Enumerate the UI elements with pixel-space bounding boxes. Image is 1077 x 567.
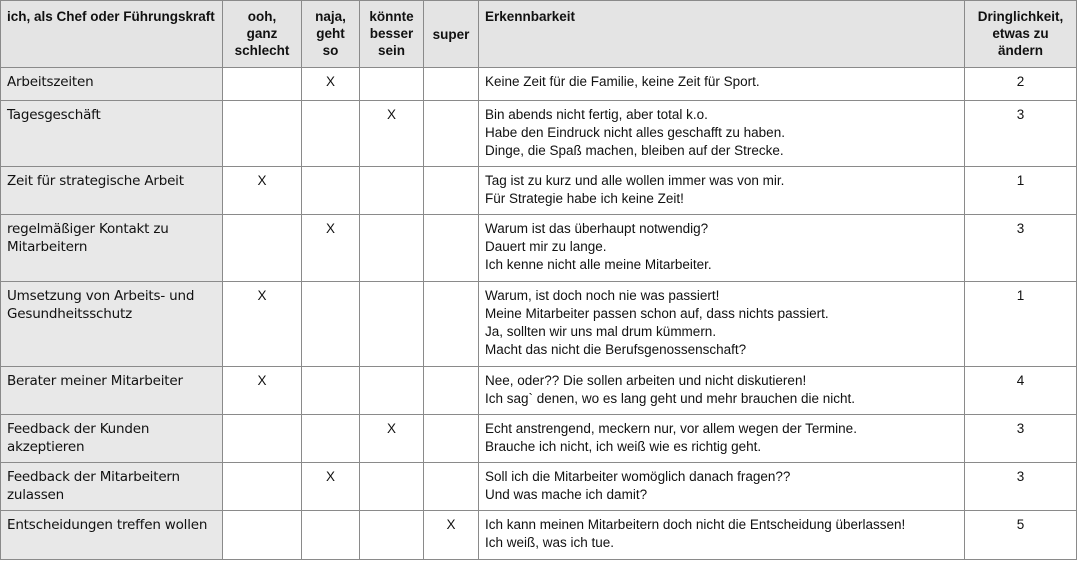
insight-cell [479, 415, 965, 463]
insight-cell [479, 101, 965, 167]
rating-cell: X [360, 101, 424, 167]
rating-cell [223, 215, 302, 282]
header-text: Dringlichkeit, [977, 9, 1064, 24]
header-rating-could-be-better [360, 1, 424, 68]
header-text: etwas zu [992, 26, 1049, 41]
aspect-cell [1, 367, 223, 415]
header-text: so [322, 43, 339, 58]
header-text: ooh, [247, 9, 277, 24]
rating-cell [360, 367, 424, 415]
rating-cell: X [223, 282, 302, 367]
insight-line: Warum, ist doch noch nie was passiert! [485, 288, 720, 303]
aspect-text: Feedback der Mitarbeitern [7, 469, 180, 485]
urgency-cell: 3 [965, 101, 1077, 167]
header-aspect: ich, als Chef oder Führungskraft [1, 1, 223, 68]
rating-cell [424, 167, 479, 215]
insight-line: Und was mache ich damit? [485, 487, 648, 502]
header-insight: Erkennbarkeit [479, 1, 965, 68]
rating-cell [302, 367, 360, 415]
rating-cell [424, 415, 479, 463]
insight-cell [479, 282, 965, 367]
rating-cell [302, 282, 360, 367]
aspect-text: Entscheidungen treffen wollen [7, 517, 208, 533]
urgency-cell: 1 [965, 167, 1077, 215]
insight-line: Ich weiß, was ich tue. [485, 535, 615, 550]
header-text: ändern [997, 43, 1043, 58]
insight-cell [479, 215, 965, 282]
rating-cell [360, 167, 424, 215]
header-row [1, 1, 1077, 68]
aspect-text: zulassen [7, 487, 64, 503]
rating-cell [424, 282, 479, 367]
insight-line: Macht das nicht die Berufsgenossenschaft? [485, 342, 747, 357]
aspect-cell [1, 101, 223, 167]
aspect-text: Tagesgeschäft [7, 107, 101, 123]
header-text: könnte [369, 9, 414, 24]
table-row [1, 463, 1077, 511]
insight-line: Ich sag` denen, wo es lang geht und mehr brauchen die nicht. [485, 391, 855, 406]
insight-line: Nee, oder?? Die sollen arbeiten und nicht diskutieren! [485, 373, 807, 388]
insight-line: Dauert mir zu lange. [485, 239, 607, 254]
table-row [1, 415, 1077, 463]
insight-line: Bin abends nicht fertig, aber total k.o. [485, 107, 708, 122]
rating-cell: X [302, 463, 360, 511]
header-text: besser [369, 26, 414, 41]
rating-cell: X [424, 511, 479, 560]
aspect-text: akzeptieren [7, 439, 85, 455]
header-rating-so-so [302, 1, 360, 68]
rating-cell [223, 415, 302, 463]
aspect-text: Arbeitszeiten [7, 74, 94, 90]
aspect-cell [1, 463, 223, 511]
aspect-cell [1, 511, 223, 560]
aspect-text: Gesundheitsschutz [7, 306, 132, 322]
header-text: sein [377, 43, 405, 58]
urgency-cell: 3 [965, 415, 1077, 463]
insight-line: Ja, sollten wir uns mal drum kümmern. [485, 324, 717, 339]
rating-cell [360, 68, 424, 101]
insight-cell [479, 68, 965, 101]
insight-line: Für Strategie habe ich keine Zeit! [485, 191, 684, 206]
aspect-text: Umsetzung von Arbeits- und [7, 288, 195, 304]
aspect-text: Feedback der Kunden [7, 421, 150, 437]
rating-cell [424, 463, 479, 511]
insight-line: Keine Zeit für die Familie, keine Zeit für Sport. [485, 74, 760, 89]
aspect-cell [1, 68, 223, 101]
urgency-cell: 3 [965, 463, 1077, 511]
rating-cell [424, 215, 479, 282]
header-text: schlecht [234, 43, 290, 58]
aspect-cell [1, 415, 223, 463]
table-row [1, 511, 1077, 560]
aspect-cell [1, 215, 223, 282]
rating-cell [360, 463, 424, 511]
insight-cell [479, 463, 965, 511]
aspect-text: Zeit für strategische Arbeit [7, 173, 184, 189]
header-text: geht [316, 26, 345, 41]
rating-cell [424, 101, 479, 167]
header-text: super [432, 27, 470, 42]
table-row [1, 282, 1077, 367]
header-text: naja, [315, 9, 346, 24]
rating-cell [302, 101, 360, 167]
insight-line: Ich kann meinen Mitarbeitern doch nicht die Entscheidung überlassen! [485, 517, 906, 532]
rating-cell: X [302, 68, 360, 101]
rating-cell: X [223, 367, 302, 415]
urgency-cell: 2 [965, 68, 1077, 101]
aspect-text: regelmäßiger Kontakt zu [7, 221, 169, 237]
rating-cell [424, 68, 479, 101]
rating-cell [302, 167, 360, 215]
aspect-text: Mitarbeitern [7, 239, 88, 255]
rating-cell: X [223, 167, 302, 215]
rating-cell: X [360, 415, 424, 463]
insight-line: Meine Mitarbeiter passen schon auf, dass nichts passiert. [485, 306, 829, 321]
rating-cell [360, 511, 424, 560]
urgency-cell: 5 [965, 511, 1077, 560]
rating-cell [360, 215, 424, 282]
table-row [1, 367, 1077, 415]
insight-line: Dinge, die Spaß machen, bleiben auf der Strecke. [485, 143, 784, 158]
rating-cell [302, 415, 360, 463]
insight-line: Brauche ich nicht, ich weiß wie es richtig geht. [485, 439, 762, 454]
insight-line: Habe den Eindruck nicht alles geschafft zu haben. [485, 125, 785, 140]
header-rating-super [424, 1, 479, 68]
insight-line: Ich kenne nicht alle meine Mitarbeiter. [485, 257, 712, 272]
aspect-cell [1, 282, 223, 367]
rating-cell [223, 511, 302, 560]
insight-line: Warum ist das überhaupt notwendig? [485, 221, 709, 236]
header-rating-very-bad [223, 1, 302, 68]
rating-cell [223, 101, 302, 167]
header-urgency [965, 1, 1077, 68]
insight-cell [479, 511, 965, 560]
header-text: ganz [246, 26, 278, 41]
table-row [1, 101, 1077, 167]
insight-cell [479, 367, 965, 415]
insight-line: Soll ich die Mitarbeiter womöglich danach fragen?? [485, 469, 791, 484]
rating-cell [360, 282, 424, 367]
rating-cell [223, 68, 302, 101]
rating-cell: X [302, 215, 360, 282]
aspect-cell [1, 167, 223, 215]
urgency-cell: 1 [965, 282, 1077, 367]
insight-cell [479, 167, 965, 215]
table-row [1, 167, 1077, 215]
table-row [1, 215, 1077, 282]
urgency-cell: 3 [965, 215, 1077, 282]
rating-cell [424, 367, 479, 415]
insight-line: Echt anstrengend, meckern nur, vor allem wegen der Termine. [485, 421, 857, 436]
insight-line: Tag ist zu kurz und alle wollen immer was von mir. [485, 173, 785, 188]
aspect-text: Berater meiner Mitarbeiter [7, 373, 183, 389]
rating-cell [223, 463, 302, 511]
table-body [1, 68, 1077, 560]
urgency-cell: 4 [965, 367, 1077, 415]
rating-cell [302, 511, 360, 560]
table-row [1, 68, 1077, 101]
